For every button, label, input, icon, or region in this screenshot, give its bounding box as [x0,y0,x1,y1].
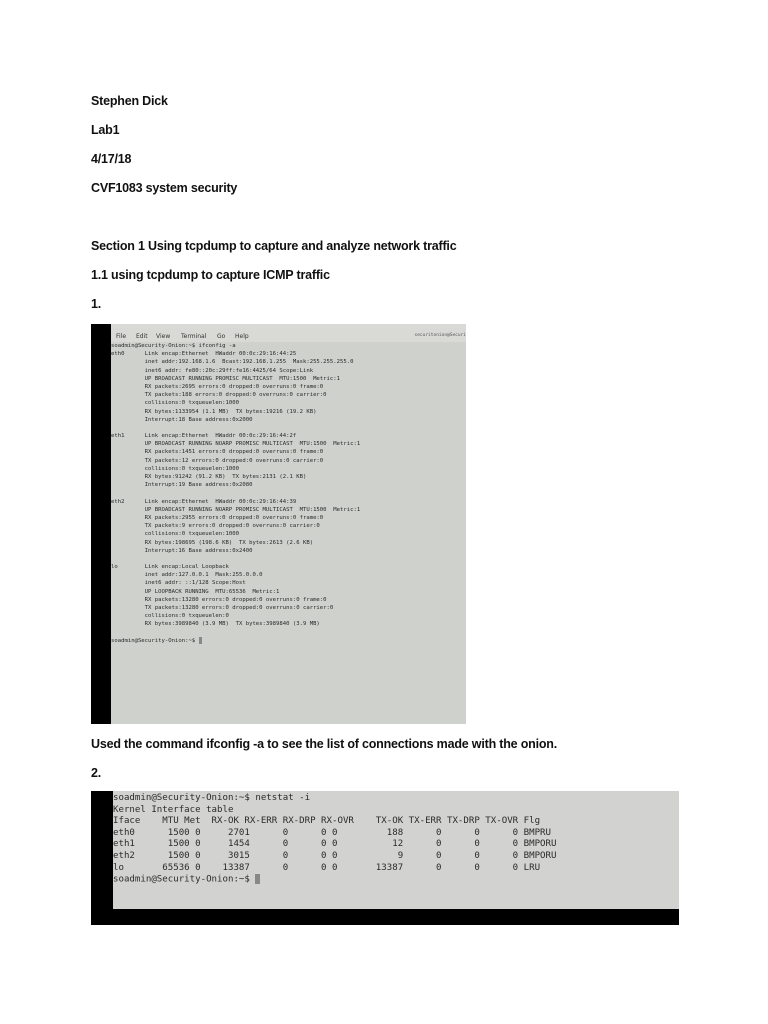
ifconfig-line: eth2 Link encap:Ethernet HWaddr 00:0c:29:16:44:39 [111,498,297,505]
netstat-line: lo 65536 0 13387 0 0 0 13387 0 0 0 LRU [113,862,541,873]
menu-view: View [156,333,171,340]
ifconfig-line: eth0 Link encap:Ethernet HWaddr 00:0c:29:16:44:25 [111,351,297,358]
ifconfig-line: TX packets:188 errors:0 dropped:0 overruns:0 carrier:0 [111,392,327,399]
ifconfig-line [111,555,466,563]
ifconfig-line: collisions:0 txqueuelen:1000 [111,531,239,538]
caption-ifconfig: Used the command ifconfig -a to see the list of connections made with the onion. [91,737,557,751]
netstat-line: eth1 1500 0 1454 0 0 0 12 0 0 0 BMPORU [113,839,557,850]
terminal-menubar [111,324,466,342]
author-name: Stephen Dick [91,94,168,108]
ifconfig-line: TX packets:9 errors:0 dropped:0 overruns:0 carrier:0 [111,523,320,530]
netstat-line: Iface MTU Met RX-OK RX-ERR RX-DRP RX-OVR TX-OK TX-ERR TX-DRP TX-OVR Flg [113,816,541,827]
terminal-cursor [199,637,202,644]
ifconfig-line: UP BROADCAST RUNNING NOARP PROMISC MULTICAST MTU:1500 Metric:1 [111,441,361,448]
ifconfig-line: RX packets:13280 errors:0 dropped:0 overruns:0 frame:0 [111,596,327,603]
ifconfig-line [111,629,466,637]
course-name: CVF1083 system security [91,181,238,195]
ifconfig-terminal-screenshot [91,324,466,724]
ifconfig-line: inet6 addr: ::1/128 Scope:Host [111,580,246,587]
step-1-label: 1. [91,297,102,311]
netstat-line: soadmin@Security-Onion:~$ netstat -i [113,793,311,803]
ifconfig-output [111,342,466,724]
section-heading: Section 1 Using tcpdump to capture and analyze network traffic [91,239,457,253]
terminal-cursor [255,874,260,884]
netstat-line: eth0 1500 0 2701 0 0 0 188 0 0 0 BMPRU [113,827,551,838]
window-title-fragment: securitonion@Securi [414,333,466,338]
ifconfig-line: RX packets:2955 errors:0 dropped:0 overruns:0 frame:0 [111,514,324,521]
ifconfig-line: collisions:0 txqueuelen:0 [111,613,229,620]
ifconfig-line: UP BROADCAST RUNNING NOARP PROMISC MULTICAST MTU:1500 Metric:1 [111,506,361,513]
screenshot-dark-edge [91,324,111,724]
netstat-terminal-screenshot [91,791,679,925]
ifconfig-line: RX packets:2695 errors:0 dropped:0 overruns:0 frame:0 [111,383,324,390]
ifconfig-line: soadmin@Security-Onion:~$ ifconfig -a [111,343,236,349]
ifconfig-line: Interrupt:19 Base address:0x2080 [111,482,253,489]
netstat-line: eth2 1500 0 3015 0 0 0 9 0 0 0 BMPORU [113,850,557,861]
menu-file: File [116,333,127,340]
ifconfig-line: eth1 Link encap:Ethernet HWaddr 00:0c:29:16:44:2f [111,433,297,440]
subsection-heading: 1.1 using tcpdump to capture ICMP traffic [91,268,330,282]
ifconfig-line: TX packets:13280 errors:0 dropped:0 overruns:0 carrier:0 [111,605,334,611]
menu-edit: Edit [136,333,148,340]
menu-terminal: Terminal [181,333,207,340]
ifconfig-line [111,489,466,497]
doc-date: 4/17/18 [91,152,132,166]
ifconfig-line: inet addr:127.0.0.1 Mask:255.0.0.0 [111,572,263,579]
ifconfig-line: collisions:0 txqueuelen:1000 [111,400,239,407]
ifconfig-line: UP LOOPBACK RUNNING MTU:65536 Metric:1 [111,588,280,595]
ifconfig-line: RX bytes:1133954 (1.1 MB) TX bytes:19216 (19.2 KB) [111,408,317,415]
menu-go: Go [217,333,226,340]
ifconfig-line: UP BROADCAST RUNNING PROMISC MULTICAST MTU:1500 Metric:1 [111,375,341,382]
ifconfig-line: RX bytes:198695 (198.6 KB) TX bytes:2613 (2.6 KB) [111,539,314,546]
step-2-label: 2. [91,766,102,780]
menu-help: Help [235,333,249,340]
ifconfig-line: lo Link encap:Local Loopback [111,564,229,571]
ifconfig-line: RX bytes:91242 (91.2 KB) TX bytes:2131 (2.1 KB) [111,474,307,480]
ifconfig-line: soadmin@Security-Onion:~$ [111,637,466,645]
ifconfig-line [111,424,466,432]
netstat-output [113,791,679,909]
netstat-line: soadmin@Security-Onion:~$ [113,874,679,886]
ifconfig-line: inet addr:192.168.1.6 Bcast:192.168.1.255 Mask:255.255.255.0 [111,359,354,366]
ifconfig-line: Interrupt:18 Base address:0x2000 [111,416,253,423]
ifconfig-line: collisions:0 txqueuelen:1000 [111,465,239,472]
ifconfig-line: TX packets:12 errors:0 dropped:0 overruns:0 carrier:0 [111,457,324,464]
netstat-line: Kernel Interface table [113,804,234,815]
ifconfig-line: RX packets:1451 errors:0 dropped:0 overruns:0 frame:0 [111,449,324,456]
ifconfig-line: RX bytes:3989840 (3.9 MB) TX bytes:3989840 (3.9 MB) [111,621,320,628]
lab-title: Lab1 [91,123,120,137]
ifconfig-line: inet6 addr: fe80::20c:29ff:fe16:4425/64 Scope:Link [111,367,314,374]
ifconfig-line: Interrupt:16 Base address:0x2400 [111,547,253,554]
